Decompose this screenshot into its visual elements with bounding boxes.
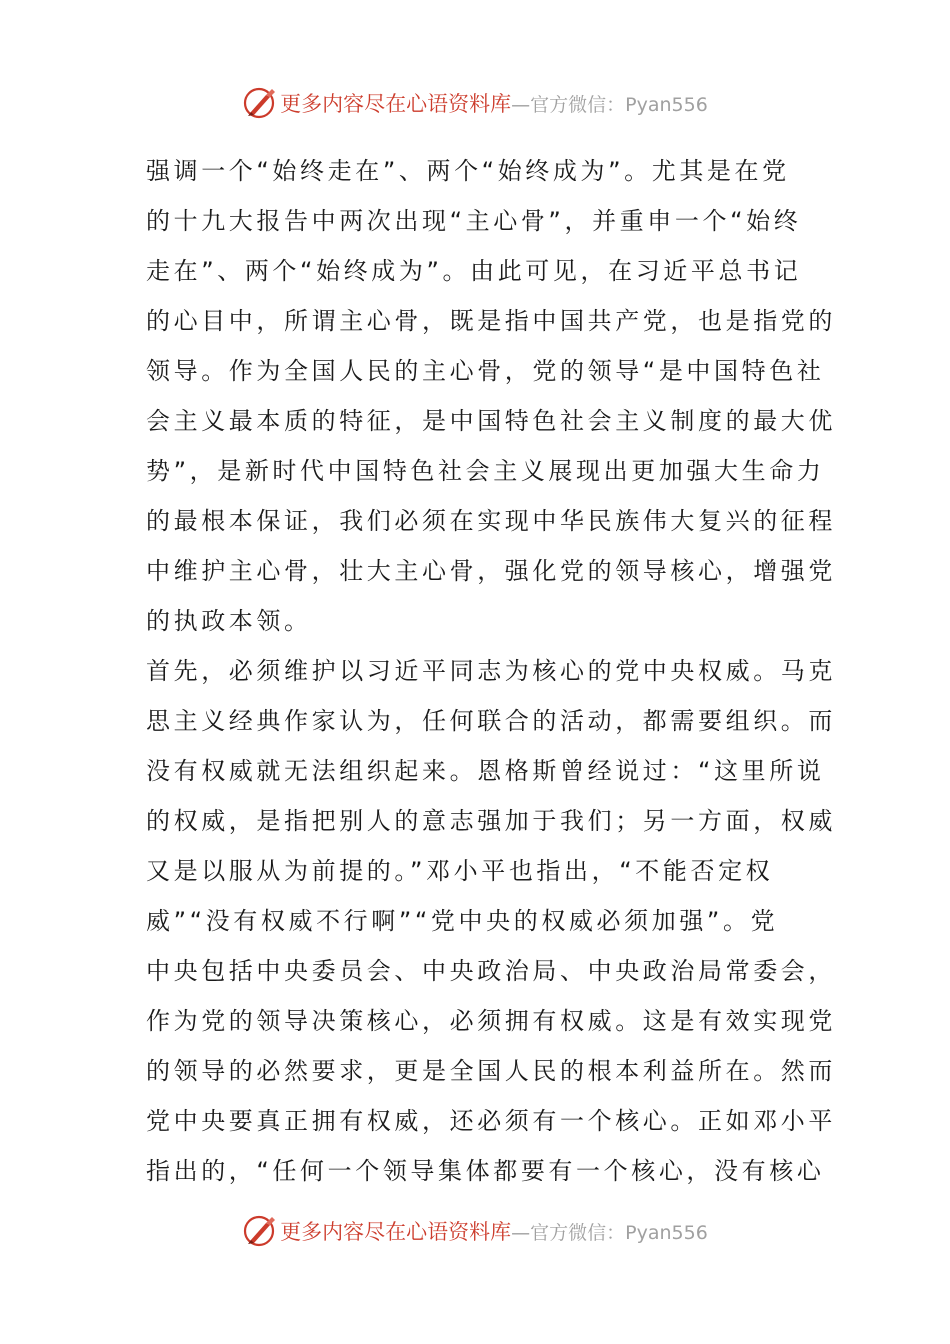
text-line: 会主义最本质的特征，是中国特色社会主义制度的最大优	[146, 407, 836, 435]
text-line: 领导。作为全国人民的主心骨，党的领导“是中国特色社	[146, 357, 825, 385]
banner-brand-text: 更多内容尽在心语资料库	[280, 92, 512, 116]
text-line: 的领导的必然要求，更是全国人民的根本利益所在。然而	[146, 1057, 836, 1085]
text-line: 的十九大报告中两次出现“主心骨”，并重申一个“始终	[146, 207, 802, 235]
text-line: 的最根本保证，我们必须在实现中华民族伟大复兴的征程	[146, 507, 836, 535]
text-line: 党中央要真正拥有权威，还必须有一个核心。正如邓小平	[146, 1107, 836, 1135]
footer-watermark-banner	[0, 1211, 950, 1251]
text-line: 指出的，“任何一个领导集体都要有一个核心，没有核心	[146, 1157, 825, 1185]
header-watermark-banner	[0, 83, 950, 123]
document-body	[146, 146, 836, 1196]
banner-contact-text: —官方微信：Pyan556	[511, 1221, 708, 1244]
text-line: 的权威，是指把别人的意志强加于我们；另一方面，权威	[146, 807, 836, 835]
text-line: 强调一个“始终走在”、两个“始终成为”。尤其是在党	[146, 157, 790, 185]
text-line: 走在”、两个“始终成为”。由此可见，在习近平总书记	[146, 257, 802, 285]
text-line: 中维护主心骨，壮大主心骨，强化党的领导核心，增强党	[146, 557, 836, 585]
text-line: 没有权威就无法组织起来。恩格斯曾经说过：“这里所说	[146, 757, 825, 785]
text-line: 思主义经典作家认为，任何联合的活动，都需要组织。而	[146, 707, 836, 735]
text-line: 的心目中，所谓主心骨，既是指中国共产党，也是指党的	[146, 307, 836, 335]
text-line: 作为党的领导决策核心，必须拥有权威。这是有效实现党	[146, 1007, 836, 1035]
banner-brand-text: 更多内容尽在心语资料库	[280, 1220, 512, 1244]
pen-logo-icon	[242, 1213, 278, 1249]
text-line: 威”“没有权威不行啊”“党中央的权威必须加强”。党	[146, 907, 779, 935]
text-line: 首先，必须维护以习近平同志为核心的党中央权威。马克	[146, 657, 836, 685]
text-line: 的执政本领。	[146, 607, 312, 635]
banner-contact-text: —官方微信：Pyan556	[511, 93, 708, 116]
text-line: 又是以服从为前提的。”邓小平也指出，“不能否定权	[146, 857, 774, 885]
pen-logo-icon	[242, 85, 278, 121]
text-line: 势”，是新时代中国特色社会主义展现出更加强大生命力	[146, 457, 825, 485]
text-line: 中央包括中央委员会、中央政治局、中央政治局常委会，	[146, 957, 836, 985]
